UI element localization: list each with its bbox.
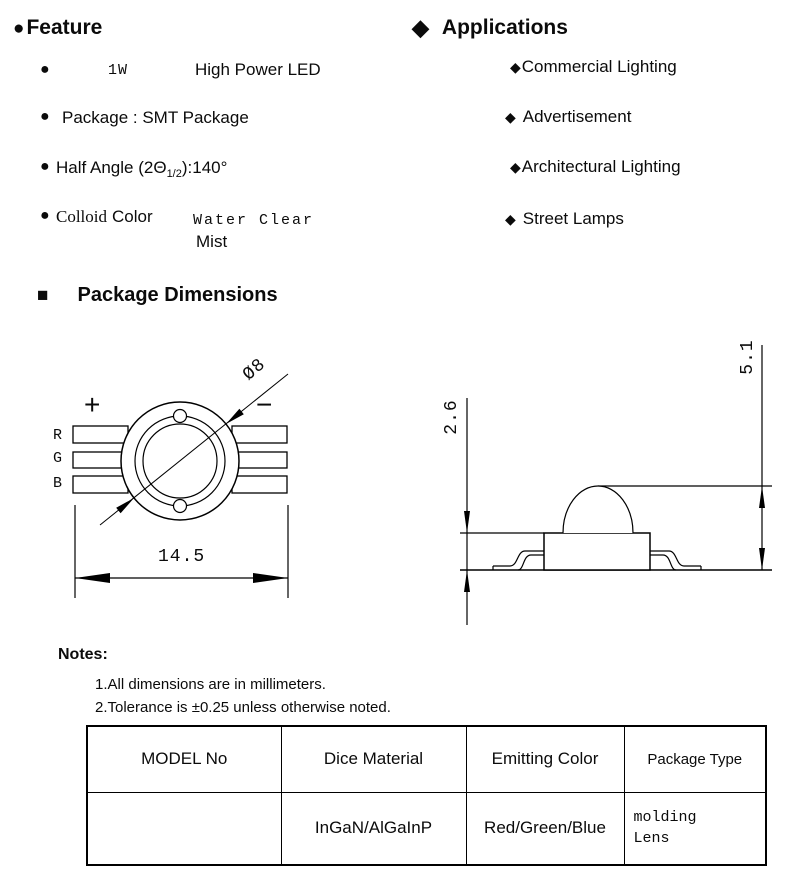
diamond-icon: ◆ (505, 109, 516, 125)
feature-power-value: 1W (108, 62, 129, 79)
cell-model-no (87, 792, 281, 865)
bullet-icon: ● (40, 61, 50, 78)
half-angle-suffix: ):140° (181, 158, 228, 177)
bullet-icon: ● (13, 17, 25, 39)
cell-package-type (624, 792, 766, 865)
pin-label-red: R (53, 427, 63, 444)
colloid-label-sans: Color (112, 207, 153, 226)
plus-polarity-mark: + (84, 389, 101, 420)
feature-item-package: Package : SMT Package (62, 108, 249, 127)
application-item-advertisement (505, 107, 631, 127)
colloid-value-mist: Mist (196, 232, 228, 251)
application-label: Commercial Lighting (521, 57, 677, 76)
square-icon: ■ (37, 285, 49, 306)
application-item-commercial (510, 57, 677, 77)
feature-item-half-angle (56, 158, 227, 180)
header-emitting-color: Emitting Color (466, 726, 624, 792)
package-type-line2: Lens (633, 830, 670, 848)
diamond-icon: ◆ (412, 15, 429, 40)
total-height-dimension-label: 5.1 (738, 339, 758, 375)
spec-table-data-row (87, 792, 766, 865)
notes-heading: Notes: (58, 646, 108, 663)
colloid-value-water-clear: Water Clear (193, 212, 315, 229)
bullet-icon: ● (40, 108, 50, 125)
side-view-drawing (430, 335, 780, 635)
note-line-1: 1.All dimensions are in millimeters. (95, 676, 326, 693)
application-item-architectural (510, 157, 681, 177)
pin-label-blue: B (53, 475, 63, 492)
application-label: Architectural Lighting (521, 157, 681, 176)
top-view-drawing (40, 345, 300, 605)
application-label: Advertisement (522, 107, 632, 126)
cell-emitting-color: Red/Green/Blue (466, 792, 624, 865)
diameter-dimension-label: Ø8 (239, 354, 271, 386)
feature-heading (13, 16, 102, 40)
colloid-label-serif: Colloid (56, 207, 108, 226)
half-angle-prefix: Half Angle (2Θ (56, 158, 167, 177)
package-dimensions-title: Package Dimensions (77, 284, 278, 306)
spec-table-header-row (87, 726, 766, 792)
diamond-icon: ◆ (505, 211, 516, 227)
diamond-icon: ◆ (510, 59, 521, 75)
header-dice-material: Dice Material (281, 726, 466, 792)
diamond-icon: ◆ (510, 159, 521, 175)
bullet-icon: ● (40, 158, 50, 175)
minus-polarity-mark: − (256, 389, 273, 420)
feature-title: Feature (26, 16, 103, 39)
applications-heading (412, 16, 568, 40)
header-package-type: Package Type (624, 726, 766, 792)
body-height-dimension-label: 2.6 (442, 399, 462, 435)
width-dimension-label: 14.5 (158, 547, 206, 567)
cell-dice-material: InGaN/AlGaInP (281, 792, 466, 865)
application-item-street-lamps (505, 209, 624, 229)
half-angle-subscript: 1/2 (166, 168, 182, 180)
feature-item-colloid-color (56, 207, 153, 226)
spec-table (86, 725, 767, 866)
note-line-2: 2.Tolerance is ±0.25 unless otherwise noted. (95, 699, 391, 716)
side-view-linework (430, 335, 780, 635)
bullet-icon: ● (40, 207, 50, 224)
header-model-no: MODEL No (87, 726, 281, 792)
package-type-line1: molding (633, 809, 697, 827)
feature-item-high-power-led: High Power LED (195, 60, 321, 79)
applications-title: Applications (441, 16, 568, 39)
pin-label-green: G (53, 450, 63, 467)
package-dimensions-heading (37, 284, 278, 307)
application-label: Street Lamps (522, 209, 624, 228)
